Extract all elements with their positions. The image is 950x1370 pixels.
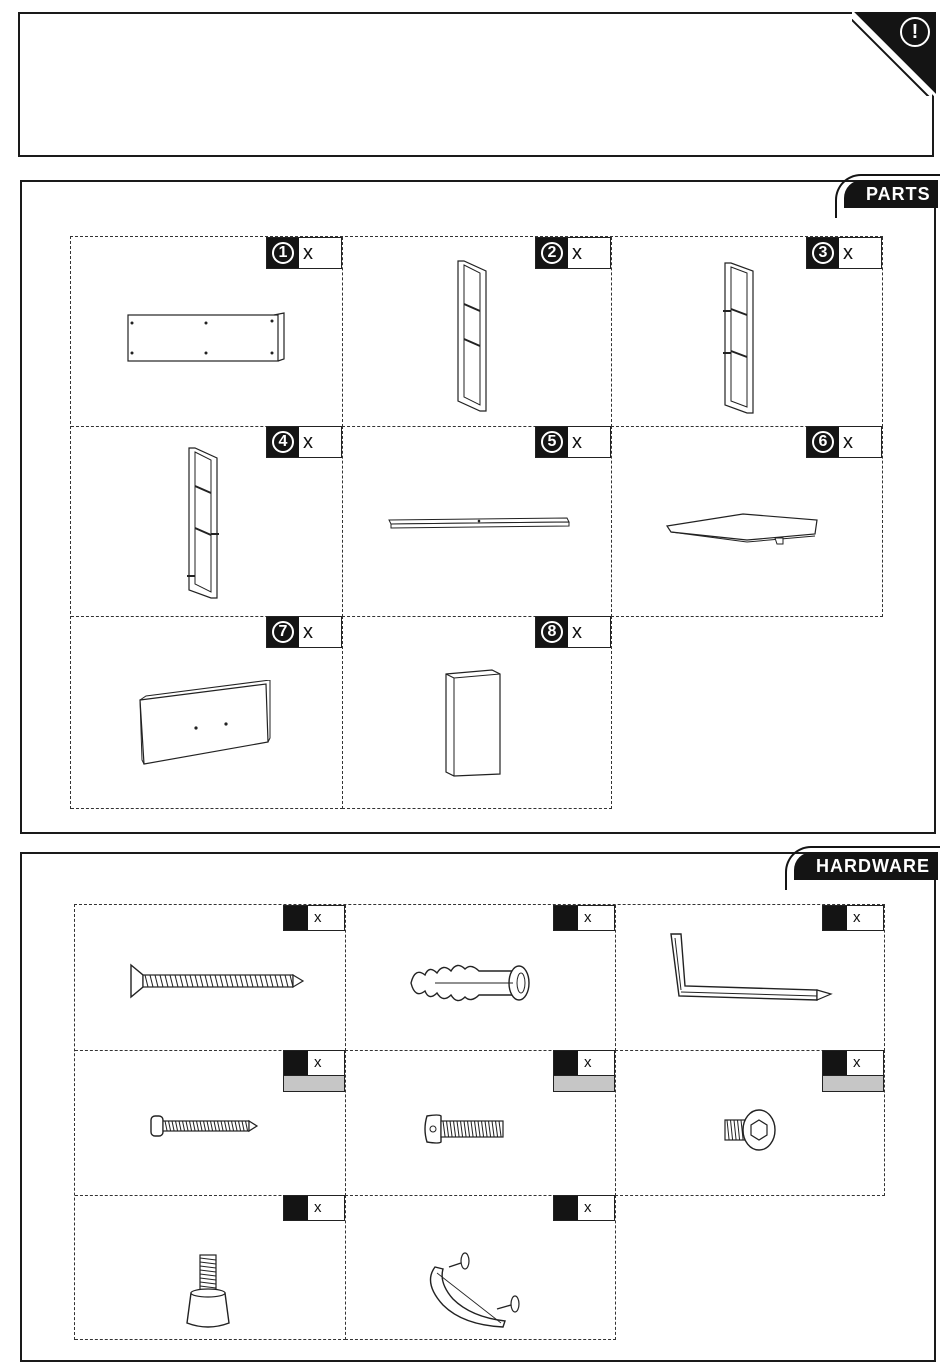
hardware-qty: x: [853, 1054, 861, 1071]
side-frame-drawing: [452, 259, 492, 414]
door-panel-drawing: [442, 668, 506, 778]
hardware-cell-3: [615, 905, 885, 1051]
leveling-foot-icon: [183, 1251, 233, 1333]
hardware-badge-7: [283, 1195, 345, 1221]
part-badge-7: [266, 616, 342, 648]
handle-icon: [423, 1249, 533, 1331]
hardware-qty: x: [584, 1054, 592, 1071]
part-cell-4: [71, 426, 343, 617]
part-qty: x: [303, 621, 313, 643]
part-qty: x: [572, 621, 582, 643]
part-number: 1: [272, 242, 294, 264]
hardware-qty: x: [314, 1054, 322, 1071]
part-cell-5: [342, 426, 612, 617]
rail-drawing: [387, 514, 572, 530]
panel-drawing: [126, 309, 286, 369]
wood-screw-icon: [127, 963, 307, 999]
hardware-qty: x: [314, 909, 322, 926]
hardware-cell-6: [615, 1050, 885, 1196]
part-badge-6: [806, 426, 882, 458]
hardware-cell-7: [75, 1195, 346, 1340]
part-number: 3: [812, 242, 834, 264]
hardware-cell-1: [75, 905, 346, 1051]
hardware-cell-2: [345, 905, 616, 1051]
bolt-icon: [423, 1112, 509, 1146]
hardware-badge-8: [553, 1195, 615, 1221]
wall-anchor-icon: [405, 961, 540, 1005]
part-number: 7: [272, 621, 294, 643]
notice-box: [18, 12, 934, 157]
exclamation-symbol: !: [911, 21, 919, 43]
cam-bolt-icon: [721, 1108, 781, 1154]
parts-tab-label: PARTS: [866, 184, 931, 204]
part-badge-4: [266, 426, 342, 458]
hardware-tab: [794, 852, 938, 880]
part-number: 2: [541, 242, 563, 264]
part-badge-2: [535, 237, 611, 269]
hardware-cell-5: [345, 1050, 616, 1196]
part-cell-2: [342, 237, 612, 427]
parts-tab: [844, 180, 938, 208]
hardware-badge-3: [822, 905, 884, 931]
part-cell-7: [71, 616, 343, 809]
part-number: 4: [272, 431, 294, 453]
shelf-drawing: [663, 508, 823, 553]
part-badge-5: [535, 426, 611, 458]
part-badge-1: [266, 237, 342, 269]
part-qty: x: [572, 431, 582, 453]
allen-key-icon: [667, 930, 837, 1005]
part-qty: x: [572, 242, 582, 264]
hardware-badge-5: [553, 1050, 615, 1092]
part-cell-1: [71, 237, 343, 427]
hardware-badge-1: [283, 905, 345, 931]
small-screw-icon: [149, 1112, 261, 1140]
hardware-tab-label: HARDWARE: [816, 856, 930, 876]
hardware-qty: x: [314, 1199, 322, 1216]
hardware-cell-8: [345, 1195, 616, 1340]
hardware-badge-6: [822, 1050, 884, 1092]
back-panel-drawing: [136, 680, 276, 770]
hardware-qty: x: [853, 909, 861, 926]
hardware-cell-4: [75, 1050, 346, 1196]
side-frame-drawing: [721, 261, 761, 416]
hardware-qty: x: [584, 1199, 592, 1216]
hardware-qty: x: [584, 909, 592, 926]
part-cell-6: [611, 426, 883, 617]
part-number: 6: [812, 431, 834, 453]
part-qty: x: [303, 431, 313, 453]
exclamation-icon: [900, 17, 930, 47]
side-frame-drawing: [183, 446, 223, 601]
part-number: 5: [541, 431, 563, 453]
part-qty: x: [843, 431, 853, 453]
part-qty: x: [303, 242, 313, 264]
part-cell-8: [342, 616, 612, 809]
parts-section: [20, 180, 936, 834]
hardware-grid: [74, 904, 885, 1340]
part-number: 8: [541, 621, 563, 643]
hardware-section: [20, 852, 936, 1362]
hardware-badge-4: [283, 1050, 345, 1092]
part-badge-8: [535, 616, 611, 648]
part-badge-3: [806, 237, 882, 269]
parts-grid: [70, 236, 883, 809]
part-qty: x: [843, 242, 853, 264]
part-cell-3: [611, 237, 883, 427]
hardware-badge-2: [553, 905, 615, 931]
